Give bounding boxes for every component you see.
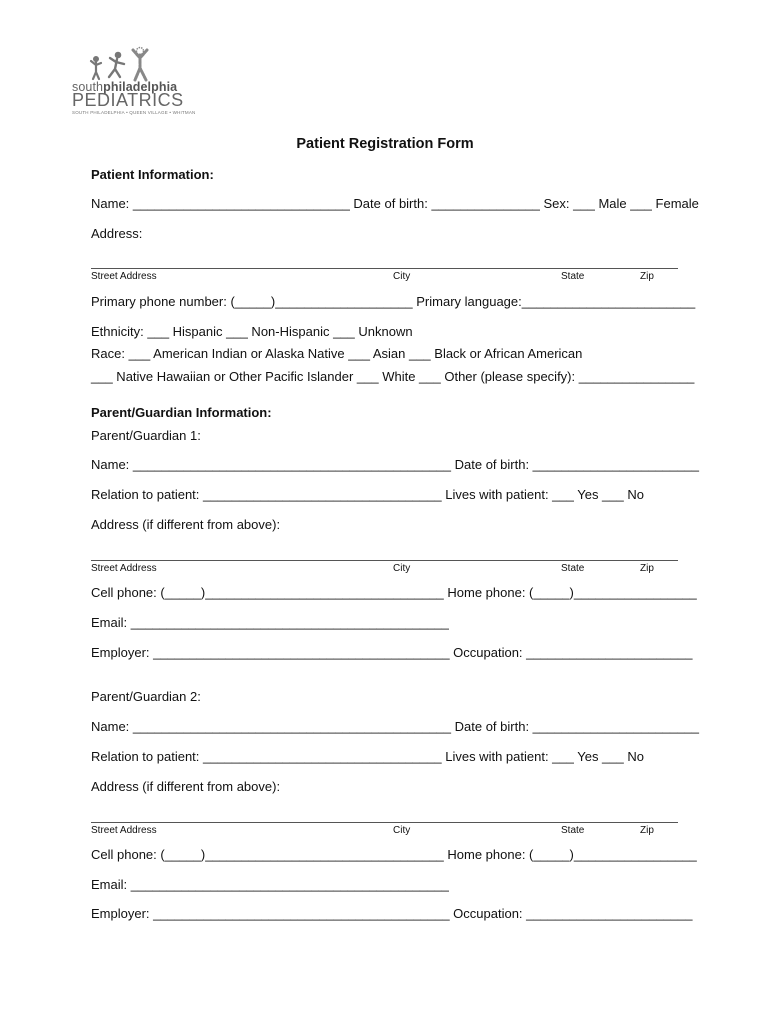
logo-line2: PEDIATRICS (72, 90, 184, 110)
guardian1-relation-field[interactable]: Relation to patient: _________________________________ Lives with patient: ___ Yes ___ No (91, 487, 644, 502)
patient-section-heading: Patient Information: (91, 167, 214, 182)
state-caption: State (561, 563, 585, 574)
guardian1-phone-field[interactable]: Cell phone: (_____)_________________________________ Home phone: (_____)_________________ (91, 585, 697, 600)
guardian2-employer-field[interactable]: Employer: _________________________________________ Occupation: _______________________ (91, 906, 693, 921)
street-address-caption: Street Address (91, 563, 157, 574)
kids-figures-icon (88, 46, 158, 82)
guardian-section-heading: Parent/Guardian Information: (91, 405, 272, 420)
guardian2-address-line[interactable] (91, 822, 678, 823)
city-caption: City (393, 271, 411, 282)
guardian1-address-label: Address (if different from above): (91, 517, 281, 532)
street-address-caption: Street Address (91, 825, 157, 836)
logo-line1-b: philadelphia (103, 80, 178, 94)
patient-address-line[interactable] (91, 268, 678, 269)
logo-line3: SOUTH PHILADELPHIA • QUEEN VILLAGE • WHITMAN (72, 110, 196, 115)
race-field-row1[interactable]: Race: ___ American Indian or Alaska Native ___ Asian ___ Black or African American (91, 346, 583, 361)
guardian1-address-line[interactable] (91, 560, 678, 561)
guardian2-phone-field[interactable]: Cell phone: (_____)_________________________________ Home phone: (_____)_________________ (91, 847, 697, 862)
state-caption: State (561, 271, 585, 282)
guardian1-name-dob-field[interactable]: Name: ____________________________________________ Date of birth: _______________________ (91, 457, 699, 472)
race-field-row2[interactable]: ___ Native Hawaiian or Other Pacific Islander ___ White ___ Other (please specify): ________________ (91, 369, 695, 384)
patient-address-label: Address: (91, 226, 143, 241)
guardian2-email-field[interactable]: Email: ____________________________________________ (91, 877, 449, 892)
guardian1-subheading: Parent/Guardian 1: (91, 428, 201, 443)
ethnicity-field[interactable]: Ethnicity: ___ Hispanic ___ Non-Hispanic ___ Unknown (91, 324, 413, 339)
city-caption: City (393, 825, 411, 836)
state-caption: State (561, 825, 585, 836)
zip-caption: Zip (640, 825, 654, 836)
guardian2-subheading: Parent/Guardian 2: (91, 689, 201, 704)
logo-line1-a: south (72, 80, 104, 94)
guardian1-email-field[interactable]: Email: ____________________________________________ (91, 615, 449, 630)
guardian2-relation-field[interactable]: Relation to patient: _________________________________ Lives with patient: ___ Yes ___ No (91, 749, 644, 764)
city-caption: City (393, 563, 411, 574)
patient-phone-language-field[interactable]: Primary phone number: (_____)___________________ Primary language:________________________ (91, 294, 696, 309)
guardian2-address-label: Address (if different from above): (91, 779, 281, 794)
guardian2-name-dob-field[interactable]: Name: ____________________________________________ Date of birth: _______________________ (91, 719, 699, 734)
patient-name-dob-sex-field[interactable]: Name: ______________________________ Date of birth: _______________ Sex: ___ Male ___ Female (91, 196, 699, 211)
page-title: Patient Registration Form (296, 136, 474, 152)
zip-caption: Zip (640, 271, 654, 282)
zip-caption: Zip (640, 563, 654, 574)
street-address-caption: Street Address (91, 271, 157, 282)
guardian1-employer-field[interactable]: Employer: _________________________________________ Occupation: _______________________ (91, 645, 693, 660)
